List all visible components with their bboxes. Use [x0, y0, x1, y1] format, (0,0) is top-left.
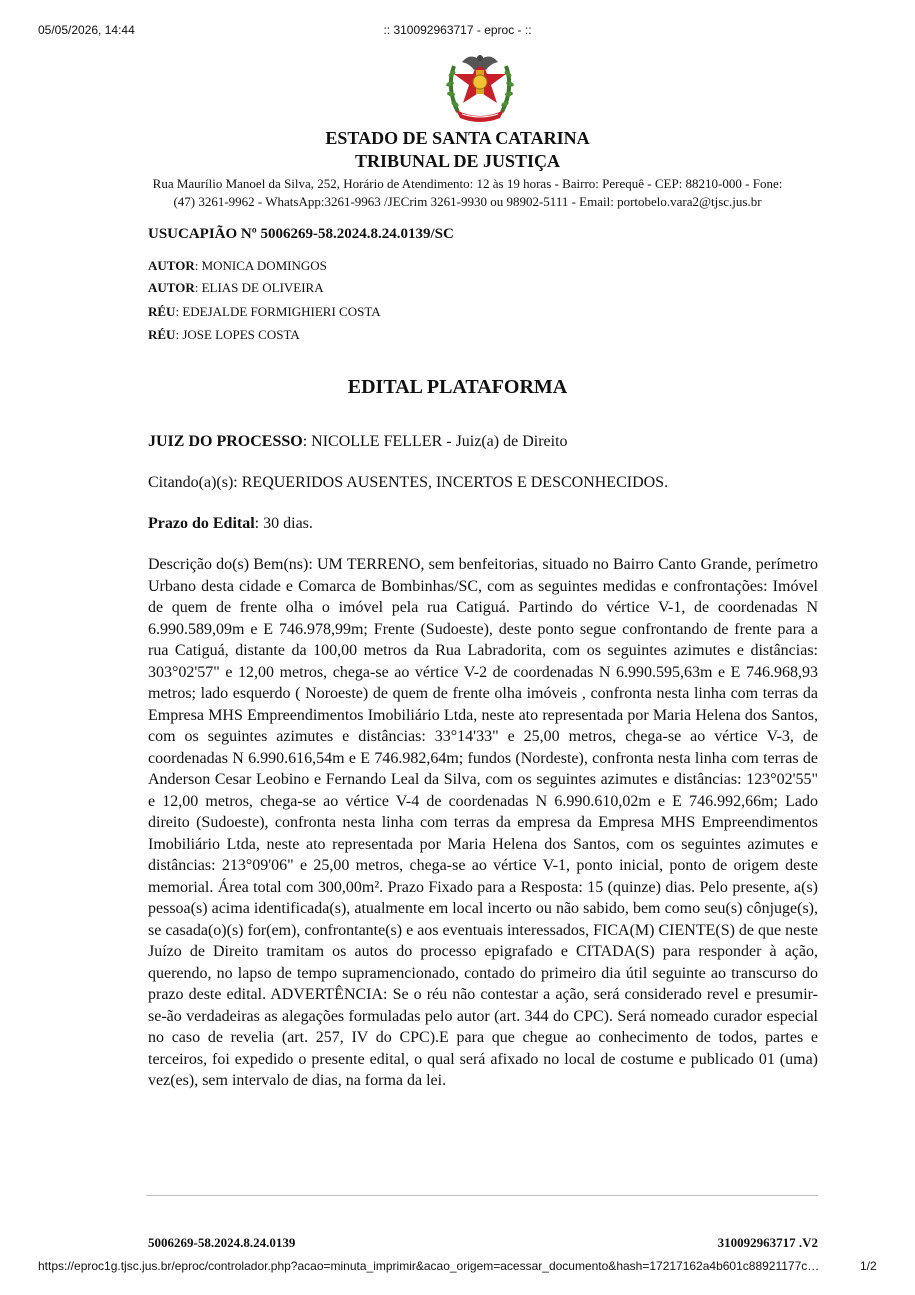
party-name: : ELIAS DE OLIVEIRA: [194, 280, 324, 295]
divider: [146, 1195, 818, 1196]
address-line: Rua Maurílio Manoel da Silva, 252, Horário de Atendimento: 12 às 19 horas - Bairro: Perequê - CEP: 88210-000 - Fone:: [152, 176, 783, 191]
party-line: [148, 280, 324, 296]
party-name: : MONICA DOMINGOS: [194, 258, 327, 273]
party-line: [148, 327, 300, 343]
print-page-counter: 1/2: [860, 1259, 877, 1273]
party-role: AUTOR: [148, 280, 195, 295]
citando-line: Citando(a)(s): REQUERIDOS AUSENTES, INCERTOS E DESCONHECIDOS.: [148, 474, 669, 491]
process-title: USUCAPIÃO Nº 5006269-58.2024.8.24.0139/SC: [148, 226, 454, 242]
judge-value: : NICOLLE FELLER - Juiz(a) de Direito: [302, 433, 568, 450]
prazo-line: [148, 515, 818, 533]
court-heading: TRIBUNAL DE JUSTIÇA: [354, 151, 561, 171]
property-description: Descrição do(s) Bem(ns): UM TERRENO, sem benfeitorias, situado no Bairro Canto Grande, perímetro Urbano desta cidade e Comarca de Bombinhas/SC, com as seguintes medidas e confrontações: Imóvel de quem de frente olha o imóvel pela rua Catiguá. Partindo do vértice V-1, de coordenadas N 6.990.589,09m e E 746.978,99m; Frente (Sudoeste), deste ponto segue confrontando de frente para a rua Catiguá, distante da 100,00 metros da Rua Labradorita, com os seguintes azimutes e distâncias: 303°02'57" e 12,00 metros, chega-se ao vértice V-2 de coordenadas N 6.990.595,63m e E 746.968,93 metros; lado esquerdo ( Noroeste) de quem de frente olha imóveis , confronta nesta linha com terras da Empresa MHS Empreendimentos Imobiliário Ltda, neste ato representada por Maria Helena dos Santos, com os seguintes azimutes e distâncias: 33°14'33" e 25,00 metros, chega-se ao vértice V-3, de coordenadas N 6.990.616,54m e E 746.982,64m; fundos (Nordeste), confronta nesta linha com terras de Anderson Cesar Leobino e Fernando Leal da Silva, com os seguintes azimutes e distâncias: 123°02'55" e 12,00 metros, chega-se ao vértice V-4 de coordenadas N 6.990.610,02m e E 746.992,66m; Lado direito (Sudoeste), confronta nesta linha com terras da empresa da Empresa MHS Empreendimentos Imobiliário Ltda, neste ato representada por Maria Helena dos Santos, com os seguintes azimutes e distâncias: 213°09'06" e 25,00 metros, chega-se ao vértice V-1, ponto inicial, ponto de origem deste memorial. Área total com 300,00m². Prazo Fixado para a Resposta: 15 (quinze) dias. Pelo presente, a(s) pessoa(s) acima identificada(s), atualmente em local incerto ou não sabido, bem como seu(s) cônjuge(s), se casada(o)(s) for(em), confrontante(s) e aos eventuais interessados, FICA(M) CIENTE(S) de que neste Juízo de Direito tramitam os autos do processo epigrafado e CITADA(S) para responder à ação, querendo, no lapso de tempo supramencionado, contado do primeiro dia útil seguinte ao transcurso do prazo deste edital. ADVERTÊNCIA: Se o réu não contestar a ação, será considerado revel e presumir-se-ão verdadeiras as alegações formuladas pelo autor (art. 344 do CPC). Será nomeado curador especial no caso de revelia (art. 257, IV do CPC).E para que chegue ao conhecimento de todos, partes e terceiros, foi expedido o presente edital, o qual será afixado no local de costume e publicado 01 (uma) vez(es), sem intervalo de dias, na forma da lei.: [148, 556, 818, 1089]
prazo-value: : 30 dias.: [254, 515, 313, 532]
print-page-title: :: 310092963717 - eproc - ::: [383, 23, 532, 37]
footer-document-code: 310092963717 .V2: [717, 1235, 818, 1250]
party-name: : JOSE LOPES COSTA: [175, 327, 300, 342]
party-name: : EDEJALDE FORMIGHIERI COSTA: [175, 304, 381, 319]
judge-line: [148, 433, 818, 451]
party-role: RÉU: [148, 327, 176, 342]
party-role: AUTOR: [148, 258, 195, 273]
party-role: RÉU: [148, 304, 176, 319]
party-line: [148, 304, 381, 320]
footer-process-number: 5006269-58.2024.8.24.0139: [148, 1235, 296, 1250]
edital-title: EDITAL PLATAFORMA: [347, 376, 568, 398]
print-datetime: 05/05/2026, 14:44: [38, 23, 135, 37]
judge-label: JUIZ DO PROCESSO: [148, 433, 303, 450]
print-url: https://eproc1g.tjsc.jus.br/eproc/controlador.php?acao=minuta_imprimir&acao_origem=acessar_documento&hash=17217162a4b601c88921177c…: [38, 1259, 820, 1273]
address-line: (47) 3261-9962 - WhatsApp:3261-9963 /JECrim 3261-9930 ou 98902-5111 - Email: portobelo.vara2@tjsc.jus.br: [173, 194, 762, 209]
state-heading: ESTADO DE SANTA CATARINA: [325, 128, 590, 148]
santa-catarina-coat-of-arms-icon: [440, 46, 520, 126]
party-line: [148, 258, 327, 274]
prazo-label: Prazo do Edital: [148, 515, 255, 532]
court-address: [140, 175, 795, 211]
